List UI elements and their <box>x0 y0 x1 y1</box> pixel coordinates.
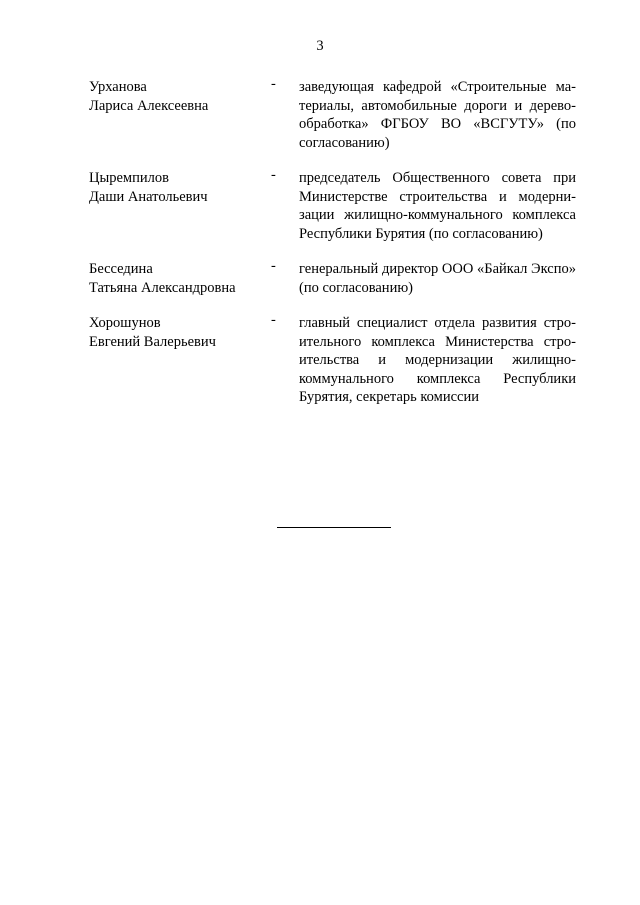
member-role: главный специалист отдела развития строительного комплекса Министерства строительства и модернизации жилищно-коммунального комплекса Республики Бурятия, секретарь комиссии <box>299 315 576 405</box>
member-name <box>89 169 279 243</box>
member-role: председатель Общественного совета при Министерстве строительства и модернизации жилищно-коммунального комплекса Республики Бурятия (по согласованию) <box>299 170 576 242</box>
member-role: заведующая кафедрой «Строительные материалы, автомобильные дороги и деревообработка» ФГБОУ ВО «ВСГУТУ» (по согласованию) <box>299 79 576 151</box>
member-entry <box>89 314 576 407</box>
member-dash: - <box>271 258 276 274</box>
member-dash: - <box>271 312 276 328</box>
member-entry <box>89 78 576 152</box>
member-name <box>89 314 279 407</box>
member-given-name: Даши Анатольевич <box>89 188 208 205</box>
member-surname: Хорошунов <box>89 315 161 331</box>
member-name <box>89 78 279 152</box>
page-number: 3 <box>316 38 324 54</box>
closing-divider-line <box>277 527 391 528</box>
member-entry <box>89 260 576 297</box>
member-name <box>89 260 279 297</box>
member-given-name: Татьяна Александровна <box>89 279 236 296</box>
member-surname: Бесседина <box>89 261 153 277</box>
member-surname: Урханова <box>89 79 147 95</box>
member-given-name: Евгений Валерьевич <box>89 333 216 350</box>
member-surname: Цыремпилов <box>89 170 169 186</box>
member-dash: - <box>271 76 276 92</box>
member-given-name: Лариса Алексеевна <box>89 97 209 114</box>
commission-member-list <box>89 78 576 424</box>
member-entry <box>89 169 576 243</box>
member-role: генеральный директор ООО «Байкал Экспо» (по согласованию) <box>299 261 576 296</box>
member-dash: - <box>271 167 276 183</box>
